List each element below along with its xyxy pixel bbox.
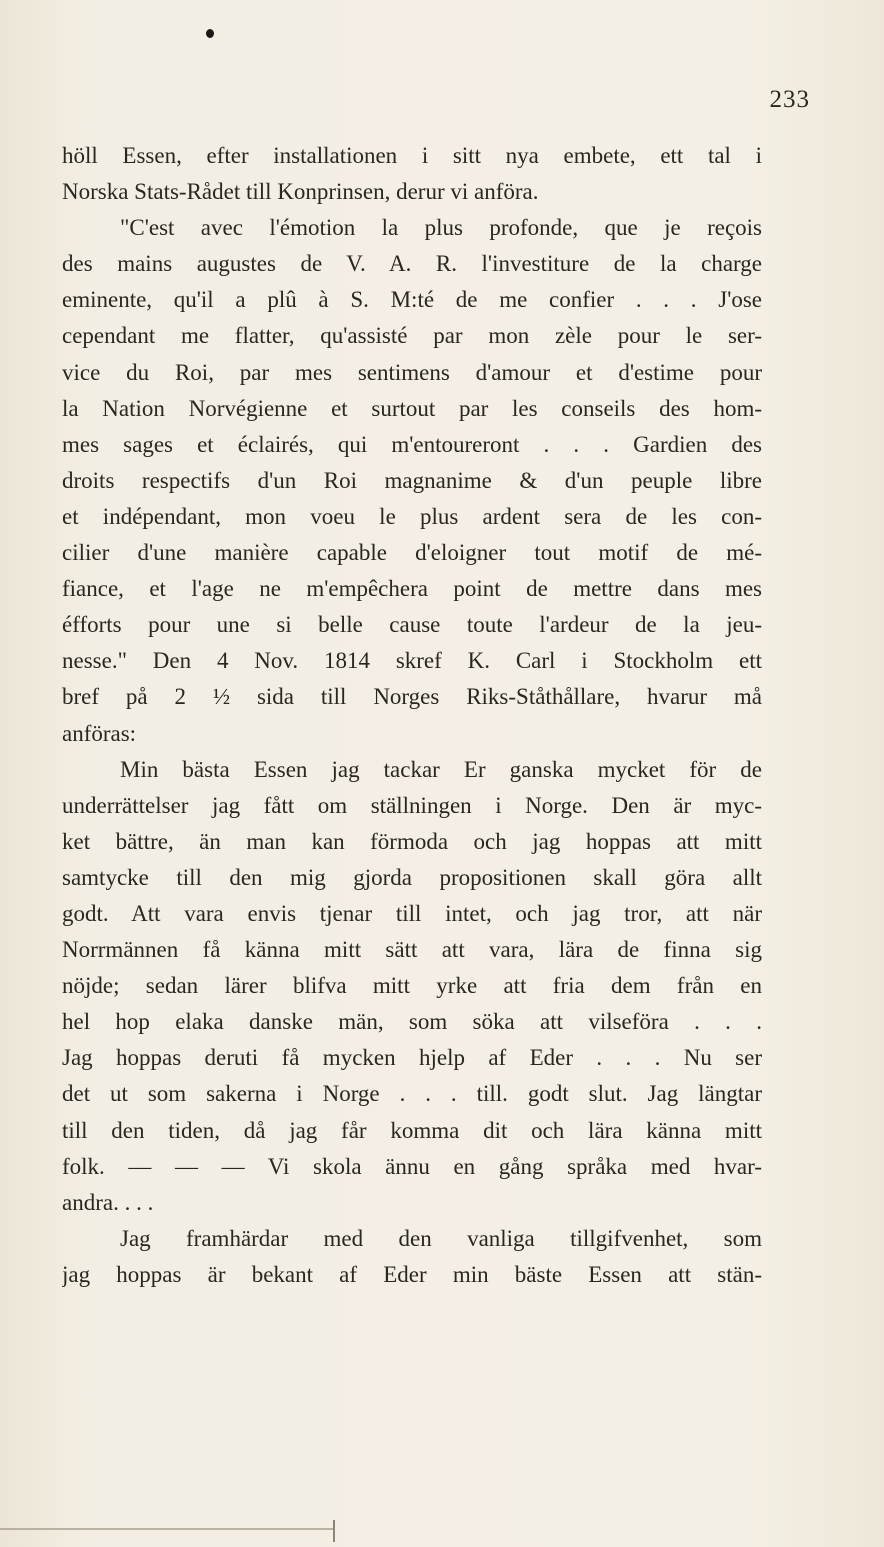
text-line: Min bästa Essen jag tackar Er ganska mycket för de <box>120 756 762 782</box>
text-line: la Nation Norvégienne et surtout par les conseils des hom- <box>62 395 762 421</box>
text-line: bref på 2 ½ sida till Norges Riks-Ståthållare, hvarur må <box>62 684 762 710</box>
text-line: hel hop elaka danske män, som söka att vilseföra . . . <box>62 1009 762 1035</box>
text-line: cependant me flatter, qu'assisté par mon zèle pour le ser- <box>62 323 762 349</box>
text-line: till den tiden, då jag får komma dit och lära känna mitt <box>62 1117 762 1143</box>
text-line: mes sages et éclairés, qui m'entoureront . . . Gardien des <box>62 431 762 457</box>
text-line: fiance, et l'age ne m'empêchera point de mettre dans mes <box>62 576 762 602</box>
text-line: anföras: <box>62 720 137 746</box>
text-line: nöjde; sedan lärer blifva mitt yrke att fria dem från en <box>62 973 762 999</box>
page-number: 233 <box>769 86 810 113</box>
text-line: underrättelser jag fått om ställningen i Norge. Den är myc- <box>62 792 762 818</box>
text-line: droits respectifs d'un Roi magnanime & d'un peuple libre <box>62 467 762 493</box>
text-line: des mains augustes de V. A. R. l'investiture de la charge <box>62 251 762 277</box>
text-line: Norska Stats-Rådet till Konprinsen, derur vi anföra. <box>62 179 539 205</box>
bottom-tick <box>333 1520 335 1542</box>
text-line: cilier d'une manière capable d'eloigner tout motif de mé- <box>62 540 762 566</box>
text-line: jag hoppas är bekant af Eder min bäste Essen att stän- <box>62 1261 762 1287</box>
text-line: éfforts pour une si belle cause toute l'ardeur de la jeu- <box>62 612 762 638</box>
text-line: Jag hoppas deruti få mycken hjelp af Eder . . . Nu ser <box>62 1045 762 1071</box>
text-line: et indépendant, mon voeu le plus ardent sera de les con- <box>62 503 762 529</box>
text-line: Norrmännen få känna mitt sätt att vara, lära de finna sig <box>62 937 762 963</box>
text-line: nesse." Den 4 Nov. 1814 skref K. Carl i Stockholm ett <box>62 648 762 674</box>
text-line: "C'est avec l'émotion la plus profonde, que je reçois <box>120 215 762 241</box>
text-line: ket bättre, än man kan förmoda och jag hoppas att mitt <box>62 828 762 854</box>
text-line: Jag framhärdar med den vanliga tillgifvenhet, som <box>120 1225 762 1251</box>
text-line: höll Essen, efter installationen i sitt nya embete, ett tal i <box>62 143 762 168</box>
text-line: vice du Roi, par mes sentimens d'amour et d'estime pour <box>62 359 762 385</box>
text-line: eminente, qu'il a plû à S. M:té de me confier . . . J'ose <box>62 287 762 313</box>
text-line: godt. Att vara envis tjenar till intet, och jag tror, att när <box>62 900 762 926</box>
text-line: det ut som sakerna i Norge . . . till. godt slut. Jag längtar <box>62 1081 762 1107</box>
text-line: samtycke till den mig gjorda propositionen skall göra allt <box>62 864 762 890</box>
text-line: folk. — — — Vi skola ännu en gång språka med hvar- <box>62 1153 762 1179</box>
text-line: andra. . . . <box>62 1189 154 1215</box>
body-text <box>62 138 762 1293</box>
bottom-rule <box>0 1528 335 1530</box>
ink-spot <box>206 29 214 38</box>
